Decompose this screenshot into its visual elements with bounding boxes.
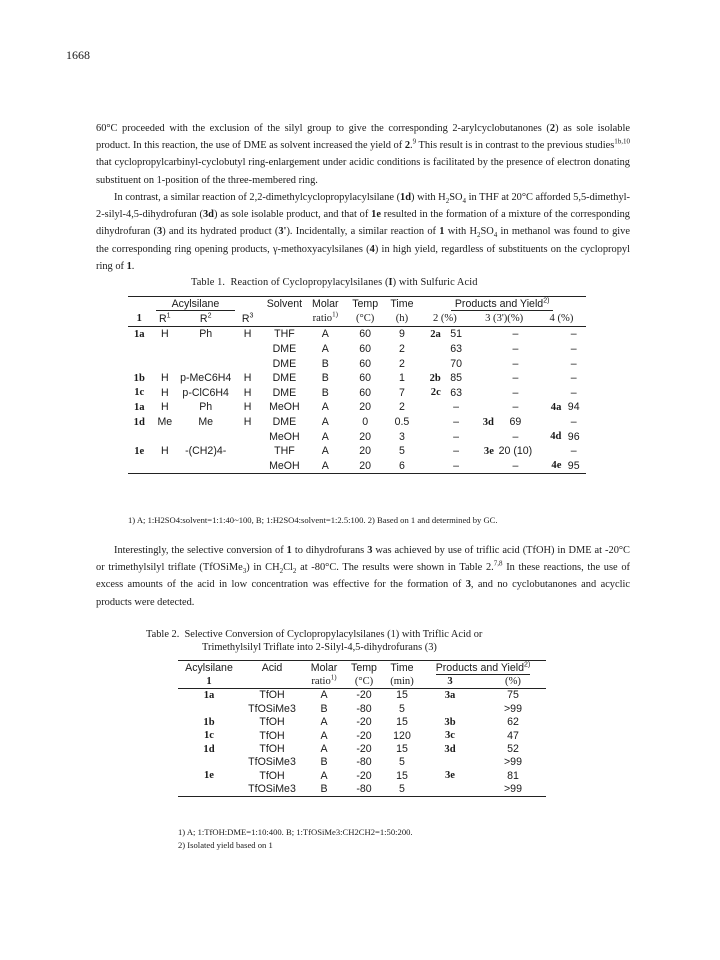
cell-compound-id: 1b bbox=[203, 716, 215, 728]
cell-yield: >99 bbox=[504, 702, 522, 715]
cell-r1: H bbox=[160, 372, 169, 385]
cell-product-3-yield: – bbox=[512, 357, 519, 370]
cell-ratio: A bbox=[321, 328, 329, 341]
cell-product-2-id bbox=[418, 444, 440, 459]
table-row bbox=[178, 769, 546, 782]
table-2-footnote: 1) A; 1:TfOH:DME=1:10:400. B; 1:TfOSiMe3:CH2CH2=1:50:200. 2) Isolated yield based on 1 bbox=[178, 827, 413, 850]
cell-product-2-yield: – bbox=[453, 401, 460, 414]
cell-product-4-yield: – bbox=[570, 416, 577, 429]
cell-temp: 20 bbox=[345, 459, 386, 474]
cell-compound-id bbox=[128, 459, 150, 474]
table-row bbox=[128, 444, 586, 459]
cell-ratio: B bbox=[304, 783, 344, 797]
cell-ratio: B bbox=[321, 372, 329, 385]
cell-product-4-id bbox=[537, 415, 562, 430]
cell-product-3-id: 3e bbox=[483, 445, 494, 457]
cell-product-4-yield: – bbox=[570, 445, 577, 458]
table-row bbox=[178, 756, 546, 769]
cell-product-id bbox=[420, 783, 480, 797]
cell-compound-id bbox=[128, 356, 150, 371]
cell-compound-id: 1a bbox=[133, 328, 145, 340]
cell-ratio: A bbox=[306, 459, 345, 474]
cell-r3: H bbox=[243, 401, 252, 414]
cell-temp: -20 bbox=[356, 689, 372, 702]
cell-time: 15 bbox=[396, 689, 408, 702]
cell-compound-id bbox=[178, 702, 240, 715]
cell-product-3-yield: – bbox=[512, 386, 519, 399]
table-row bbox=[128, 400, 586, 415]
cell-ratio: A bbox=[320, 729, 328, 742]
cell-r3 bbox=[232, 356, 263, 371]
cell-product-2-yield: – bbox=[441, 459, 472, 474]
cell-r1 bbox=[150, 342, 179, 357]
cell-product-3-id: 3d bbox=[482, 416, 494, 428]
cell-product-4-yield: – bbox=[570, 372, 577, 385]
cell-yield: >99 bbox=[504, 756, 522, 769]
cell-compound-id: 1b bbox=[133, 372, 145, 384]
cell-product-2-id bbox=[418, 459, 440, 474]
table-1-header-row-2: 1 $R^1$ $R^2$ $R^3$ ratio$^{1)}$ (°C) (h) 2 (%) 3 (3')(%) 4 (%) bbox=[128, 312, 586, 327]
cell-ratio: B bbox=[321, 386, 329, 399]
cell-product-3-id bbox=[471, 371, 493, 386]
cell-product-id: 3e bbox=[445, 770, 455, 782]
cell-r1 bbox=[150, 429, 179, 444]
table-row bbox=[178, 783, 546, 797]
cell-product-3-id bbox=[471, 327, 493, 342]
cell-product-3-yield: – bbox=[512, 430, 519, 443]
cell-r3 bbox=[232, 429, 263, 444]
cell-product-3-id bbox=[471, 356, 493, 371]
cell-ratio: A bbox=[321, 343, 329, 356]
cell-time: 120 bbox=[393, 729, 411, 742]
cell-time: 2 bbox=[398, 401, 405, 414]
cell-temp: 60 bbox=[359, 386, 372, 399]
cell-r2 bbox=[179, 429, 232, 444]
cell-compound-id: 1d bbox=[133, 416, 145, 428]
cell-product-id bbox=[420, 756, 480, 769]
cell-acid: TfOH bbox=[259, 716, 285, 729]
cell-acid: TfOSiMe3 bbox=[240, 783, 304, 797]
cell-product-4-yield: – bbox=[570, 357, 577, 370]
cell-r1: H bbox=[160, 386, 169, 399]
cell-temp: 60 bbox=[359, 372, 372, 385]
cell-product-4-yield: – bbox=[570, 343, 577, 356]
cell-r2 bbox=[179, 342, 232, 357]
cell-ratio: A bbox=[321, 445, 329, 458]
cell-product-2-yield: – bbox=[453, 416, 460, 429]
cell-ratio: B bbox=[321, 357, 329, 370]
table-2 bbox=[178, 660, 546, 797]
cell-product-id: 3d bbox=[444, 743, 456, 755]
cell-acid: TfOH bbox=[259, 689, 285, 702]
cell-product-3-id bbox=[471, 459, 493, 474]
cell-product-2-id bbox=[418, 342, 440, 357]
table-row bbox=[178, 702, 546, 715]
table-row bbox=[178, 688, 546, 702]
cell-ratio: A bbox=[321, 430, 329, 443]
cell-r1 bbox=[150, 356, 179, 371]
table-row bbox=[178, 716, 546, 729]
cell-solvent: THF bbox=[274, 445, 295, 458]
paragraph-2: In contrast, a similar reaction of 2,2-dimethylcyclopropylacylsilane (1d) with $H_2SO_4$ in THF at 20°C afforded 5,5-dimethyl-2-silyl-4,5-dihydrofuran (3d) as sole isolable product, and that of 1e resulted in the formation of a mixture of the corresponding dihydrofuran (3) and its hydrated product (3'). Incidentally, a similar reaction of 1 with $H_2SO_4$ in methanol was found to give the corresponding ring opening products, γ-methoxyacylsilanes (4) in high yield, regardless of substituents on the cyclopropyl ring of 1. bbox=[96, 192, 631, 272]
cell-solvent: DME bbox=[272, 372, 297, 385]
cell-time: 5 bbox=[384, 783, 420, 797]
cell-r3 bbox=[232, 459, 263, 474]
cell-r1: H bbox=[160, 401, 169, 414]
cell-time: 15 bbox=[396, 769, 408, 782]
cell-r2: -(CH2)4- bbox=[185, 445, 227, 458]
cell-time: 7 bbox=[398, 386, 405, 399]
cell-product-2-yield: 85 bbox=[450, 372, 462, 385]
cell-temp: -80 bbox=[356, 756, 372, 769]
cell-solvent: MeOH bbox=[263, 459, 306, 474]
cell-r2: Me bbox=[198, 416, 214, 429]
cell-product-2-yield: – bbox=[453, 430, 460, 443]
cell-product-id: 3c bbox=[445, 730, 455, 742]
cell-time: 5 bbox=[399, 756, 405, 769]
paragraph-1: 60°C proceeded with the exclusion of the silyl group to give the corresponding 2-arylcyclobutanones (2) as sole isolable product. In this reaction, the use of DME as solvent increased the yield of 2.$^9$ This result is in contrast to the previous studies$^{1b,10}$ that cyclopropylcarbinyl-cyclobutyl ring-enlargement under acidic conditions is facilitated by the presence of electron donating substituent on 1-position of the three-membered ring. bbox=[96, 123, 630, 186]
cell-product-4-id bbox=[537, 356, 562, 371]
cell-product-3-yield: – bbox=[512, 328, 519, 341]
cell-product-2-yield: 70 bbox=[450, 357, 462, 370]
cell-r3: H bbox=[243, 372, 252, 385]
cell-product-2-id bbox=[418, 429, 440, 444]
cell-solvent: DME bbox=[272, 357, 297, 370]
cell-product-3-id bbox=[471, 386, 493, 401]
table-row bbox=[128, 415, 586, 430]
cell-product-3-yield: 20 (10) bbox=[498, 445, 533, 458]
paragraph-3: Interestingly, the selective conversion of 1 to dihydrofurans 3 was achieved by use of triflic acid (TfOH) in DME at -20°C or trimethylsilyl triflate (TfOSiMe$_3$) in $CH_2Cl_2$ at -80°C. The results were shown in Table 2.$^{7,8}$ In these reactions, the use of excess amounts of the acid in low concentration was effective for the formation of 3, and no cyclobutanones and acyclic products were detected. bbox=[96, 545, 631, 608]
cell-yield: 47 bbox=[507, 729, 519, 742]
cell-product-2-id bbox=[418, 356, 440, 371]
cell-temp: -20 bbox=[356, 729, 372, 742]
cell-time: 1 bbox=[398, 372, 405, 385]
cell-r2: p-ClC6H4 bbox=[182, 386, 229, 399]
cell-product-4-id bbox=[537, 371, 562, 386]
cell-compound-id: 1c bbox=[134, 387, 145, 399]
cell-product-4-id bbox=[537, 386, 562, 401]
cell-product-4-yield: – bbox=[570, 328, 577, 341]
cell-solvent: DME bbox=[272, 386, 297, 399]
cell-product-2-yield: – bbox=[453, 445, 460, 458]
cell-yield: 75 bbox=[507, 689, 519, 702]
table-row bbox=[178, 742, 546, 755]
cell-time: 3 bbox=[398, 430, 405, 443]
cell-product-3-yield: – bbox=[512, 401, 519, 414]
cell-solvent: DME bbox=[272, 416, 297, 429]
cell-product-4-yield: 94 bbox=[567, 401, 580, 414]
cell-temp: 0 bbox=[362, 416, 369, 429]
table-row bbox=[128, 356, 586, 371]
cell-product-4-id: 4d bbox=[550, 431, 562, 443]
table-row bbox=[178, 729, 546, 742]
cell-compound-id: 1d bbox=[203, 743, 215, 755]
cell-ratio: B bbox=[320, 756, 328, 769]
table-1-footnote: 1) A; 1:H2SO4:solvent=1:1:40~100, B; 1:H2SO4:solvent=1:2.5:100. 2) Based on 1 and determined by GC. bbox=[128, 515, 498, 525]
cell-product-4-id: 4e bbox=[537, 459, 562, 474]
cell-product-3-id bbox=[471, 400, 493, 415]
cell-ratio: A bbox=[320, 769, 328, 782]
table-1-caption: Table 1. Reaction of Cyclopropylacylsilanes (I) with Sulfuric Acid bbox=[191, 277, 478, 288]
cell-r3: H bbox=[243, 328, 252, 341]
cell-compound-id bbox=[128, 429, 150, 444]
table-2-header-row-1: Acylsilane Acid Molar Temp Time Products and Yield$^{2)}$ bbox=[185, 661, 531, 674]
cell-time: 6 bbox=[386, 459, 419, 474]
cell-product-3-yield: 69 bbox=[509, 416, 522, 429]
cell-solvent: THF bbox=[274, 328, 295, 341]
cell-temp: 60 bbox=[359, 357, 372, 370]
cell-temp: -20 bbox=[356, 769, 372, 782]
cell-temp: 20 bbox=[359, 401, 372, 414]
cell-temp: 60 bbox=[359, 343, 372, 356]
cell-yield: 81 bbox=[507, 769, 519, 782]
table-row bbox=[128, 459, 586, 474]
cell-ratio: A bbox=[321, 416, 329, 429]
cell-temp: 20 bbox=[359, 430, 372, 443]
cell-r2: Ph bbox=[199, 401, 213, 414]
cell-compound-id: 1a bbox=[203, 689, 215, 701]
cell-r3: H bbox=[243, 386, 252, 399]
cell-solvent: MeOH bbox=[269, 401, 300, 414]
cell-product-2-yield: 63 bbox=[450, 386, 462, 399]
cell-product-4-id bbox=[537, 342, 562, 357]
cell-temp: -20 bbox=[356, 743, 372, 756]
cell-acid: TfOH bbox=[259, 769, 285, 782]
cell-temp: -80 bbox=[344, 783, 384, 797]
cell-compound-id: 1e bbox=[134, 445, 145, 457]
cell-product-4-yield: – bbox=[570, 386, 577, 399]
cell-solvent: DME bbox=[272, 343, 297, 356]
cell-product-3-id bbox=[471, 342, 493, 357]
cell-r3 bbox=[232, 444, 263, 459]
cell-product-4-id: 4a bbox=[550, 401, 562, 413]
cell-temp: -80 bbox=[356, 702, 372, 715]
cell-r3: H bbox=[243, 416, 252, 429]
cell-time: 2 bbox=[398, 357, 405, 370]
cell-r3 bbox=[232, 342, 263, 357]
table-row bbox=[128, 342, 586, 357]
cell-r2: p-MeC6H4 bbox=[180, 372, 232, 385]
cell-product-2-id: 2c bbox=[430, 387, 441, 399]
cell-acid: TfOSiMe3 bbox=[248, 702, 296, 715]
cell-r2 bbox=[179, 459, 232, 474]
cell-product-4-id bbox=[537, 444, 562, 459]
cell-product-2-id: 2b bbox=[429, 372, 441, 384]
cell-product-2-id: 2a bbox=[430, 328, 441, 340]
cell-temp: -20 bbox=[356, 716, 372, 729]
cell-r1: H bbox=[160, 328, 169, 341]
table-2-caption: Table 2. Selective Conversion of Cyclopropylacylsilanes (1) with Triflic Acid or Trimethylsilyl Triflate into 2-Silyl-4,5-dihydrofurans (3) bbox=[146, 629, 483, 653]
cell-time: 5 bbox=[398, 445, 405, 458]
cell-time: 15 bbox=[396, 716, 408, 729]
table-row bbox=[128, 429, 586, 444]
cell-r2: Ph bbox=[199, 328, 213, 341]
cell-temp: 60 bbox=[359, 328, 372, 341]
cell-compound-id: 1c bbox=[204, 730, 214, 742]
cell-ratio: A bbox=[321, 401, 329, 414]
cell-ratio: A bbox=[320, 716, 328, 729]
cell-product-4-id bbox=[537, 327, 562, 342]
cell-product-2-id bbox=[418, 415, 440, 430]
cell-yield: 62 bbox=[507, 716, 519, 729]
table-row bbox=[128, 327, 586, 342]
cell-compound-id bbox=[128, 342, 150, 357]
page-number: 1668 bbox=[66, 48, 90, 62]
table-row bbox=[128, 386, 586, 401]
cell-product-3-yield: – bbox=[494, 459, 537, 474]
cell-product-2-id bbox=[418, 400, 440, 415]
cell-ratio: A bbox=[320, 743, 328, 756]
cell-product-id bbox=[420, 702, 480, 715]
cell-compound-id bbox=[178, 783, 240, 797]
table-2-header-row-2: 1 ratio$^{1)}$ (°C) (min) 3 (%) bbox=[178, 674, 546, 688]
cell-r2 bbox=[179, 356, 232, 371]
cell-product-2-yield: 63 bbox=[450, 343, 462, 356]
table-row bbox=[128, 371, 586, 386]
cell-product-3-yield: – bbox=[512, 343, 519, 356]
table-1-header-row-1: Acylsilane Solvent Molar Temp Time Products and Yield$^{2)}$ bbox=[128, 297, 586, 312]
cell-temp: 20 bbox=[359, 445, 372, 458]
cell-time: 0.5 bbox=[394, 416, 410, 429]
cell-r1: Me bbox=[157, 416, 173, 429]
cell-compound-id bbox=[178, 756, 240, 769]
cell-compound-id: 1e bbox=[204, 770, 214, 782]
cell-product-4-yield: 95 bbox=[561, 459, 586, 474]
cell-yield: 52 bbox=[507, 743, 519, 756]
cell-solvent: MeOH bbox=[269, 430, 300, 443]
cell-product-id: 3b bbox=[444, 716, 456, 728]
cell-time: 2 bbox=[398, 343, 405, 356]
cell-time: 5 bbox=[399, 702, 405, 715]
cell-product-id: 3a bbox=[444, 689, 456, 701]
table-1 bbox=[128, 296, 586, 474]
cell-yield: >99 bbox=[480, 783, 546, 797]
cell-time: 9 bbox=[398, 328, 405, 341]
cell-ratio: B bbox=[320, 702, 328, 715]
cell-ratio: A bbox=[320, 689, 328, 702]
cell-product-2-yield: 51 bbox=[450, 328, 462, 341]
cell-product-3-id bbox=[471, 429, 493, 444]
cell-r1: H bbox=[160, 445, 169, 458]
cell-r1 bbox=[150, 459, 179, 474]
cell-compound-id: 1a bbox=[133, 401, 145, 413]
cell-time: 15 bbox=[396, 743, 408, 756]
cell-product-4-yield: 96 bbox=[567, 430, 580, 443]
cell-acid: TfOSiMe3 bbox=[248, 756, 296, 769]
cell-acid: TfOH bbox=[259, 743, 285, 756]
cell-acid: TfOH bbox=[259, 729, 285, 742]
cell-product-3-yield: – bbox=[512, 372, 519, 385]
